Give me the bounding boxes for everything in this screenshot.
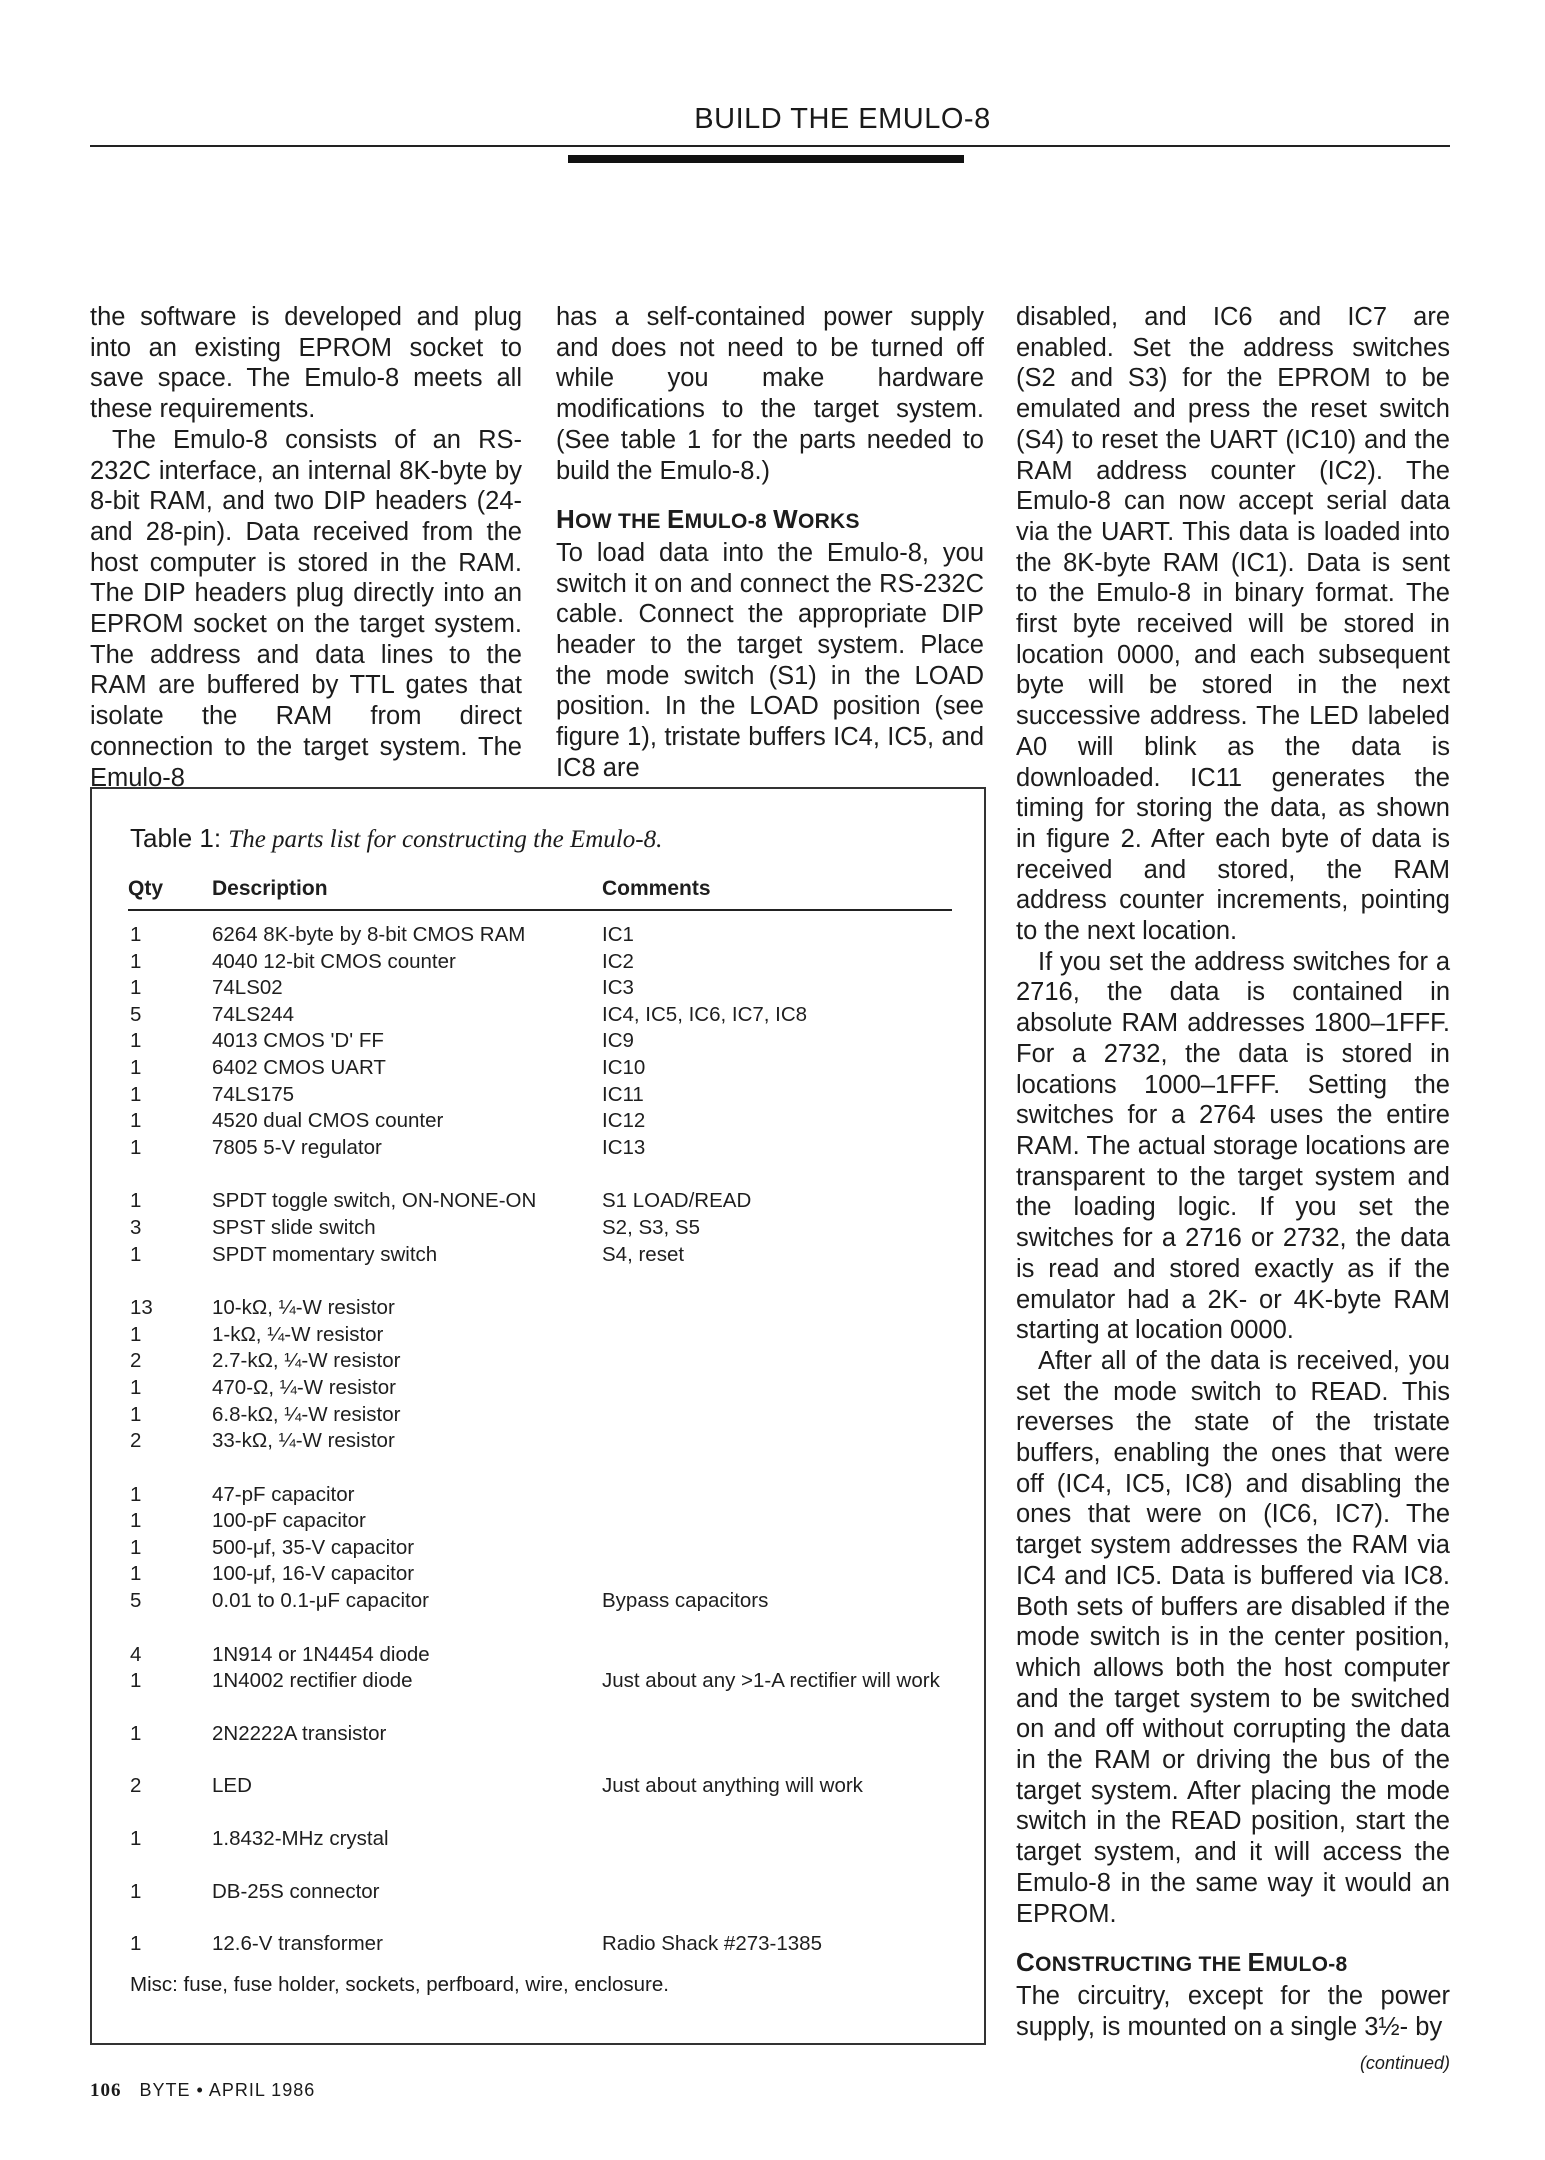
- cell-description: 100-pF capacitor: [212, 1509, 366, 1533]
- cell-qty: 1: [130, 1322, 142, 1346]
- header-rule: [90, 145, 1450, 147]
- text-column-3: [1016, 302, 1450, 2079]
- continued-note: (continued): [1359, 2053, 1450, 2074]
- page-footer: [90, 2080, 315, 2102]
- table-row: [128, 1536, 952, 1563]
- cell-comments: IC10: [602, 1055, 646, 1079]
- cell-description: 7805 5-V regulator: [212, 1135, 382, 1159]
- table-caption: Table 1: The parts list for constructing the Emulo-8.: [130, 823, 663, 853]
- cell-qty: 1: [130, 1932, 142, 1956]
- cell-qty: 1: [130, 1562, 142, 1586]
- cell-description: 500-μf, 35-V capacitor: [212, 1535, 415, 1559]
- cell-qty: 1: [130, 1879, 142, 1903]
- table-row: [128, 1323, 952, 1350]
- cell-description: 100-μf, 16-V capacitor: [212, 1562, 415, 1586]
- cell-comments: [602, 1562, 952, 1589]
- cell-qty: 4: [130, 1642, 142, 1666]
- cell-description: 6402 CMOS UART: [212, 1055, 386, 1079]
- table-row: [128, 1029, 952, 1056]
- cell-qty: 1: [130, 1029, 142, 1053]
- cell-comments: [602, 1429, 952, 1456]
- col-header-comments: Comments: [602, 877, 952, 910]
- paragraph: has a self-contained power supply and does not need to be turned off while you make hardware modifications to the target system. (See table 1 for the parts needed to build the Emulo-8.): [556, 303, 984, 485]
- cell-description: 2.7-kΩ, ¼-W resistor: [212, 1349, 401, 1373]
- table-row: [128, 1083, 952, 1110]
- cell-qty: 1: [130, 1669, 142, 1693]
- section-heading-constructing: CONSTRUCTING THE EMULO-8: [1016, 1947, 1348, 1978]
- cell-comments: IC1: [602, 923, 634, 946]
- table-row: [128, 1456, 952, 1510]
- table-row: [128, 1349, 952, 1376]
- table-row: [128, 1562, 952, 1589]
- table-row: [128, 1854, 952, 1907]
- cell-description: 47-pF capacitor: [212, 1482, 355, 1506]
- cell-comments: [602, 1536, 952, 1563]
- cell-description: 74LS175: [212, 1082, 295, 1106]
- col-header-description: Description: [212, 877, 602, 910]
- table-row: [128, 1376, 952, 1403]
- cell-qty: 2: [130, 1774, 142, 1798]
- col-header-qty: Qty: [128, 877, 212, 910]
- cell-comments: IC13: [602, 1135, 646, 1159]
- parts-table-body: [128, 910, 952, 1959]
- table-row: [128, 950, 952, 977]
- cell-qty: 1: [130, 1535, 142, 1559]
- table-row: [128, 910, 952, 950]
- paragraph: the software is developed and plug into an existing EPROM socket to save space. The Emulo-8 meets all these requirements.: [90, 303, 522, 424]
- cell-description: 470-Ω, ¼-W resistor: [212, 1375, 396, 1399]
- table-row: [128, 1616, 952, 1670]
- running-header: BUILD THE EMULO-8: [694, 103, 991, 135]
- cell-qty: 1: [130, 1375, 142, 1399]
- cell-description: 4520 dual CMOS counter: [212, 1109, 444, 1133]
- text-column-1: [90, 302, 522, 793]
- table-row: [128, 1669, 952, 1696]
- cell-comments: IC3: [602, 976, 634, 1000]
- table-row: [128, 1589, 952, 1616]
- cell-description: 1-kΩ, ¼-W resistor: [212, 1322, 384, 1346]
- table-row: [128, 1003, 952, 1030]
- cell-description: 12.6-V transformer: [212, 1932, 383, 1956]
- table-row: [128, 976, 952, 1003]
- cell-qty: 1: [130, 923, 142, 946]
- cell-description: SPDT toggle switch, ON-NONE-ON: [212, 1189, 537, 1213]
- cell-qty: 1: [130, 949, 142, 973]
- cell-comments: [602, 1509, 952, 1536]
- cell-description: 74LS02: [212, 976, 283, 1000]
- table-row: [128, 1429, 952, 1456]
- table-row: [128, 1696, 952, 1749]
- paragraph: To load data into the Emulo-8, you switch it on and connect the RS-232C cable. Connect the appropriate DIP header to the target system. Place the mode switch (S1) in the LOAD position. In the LOAD position (see figure 1), tristate buffers IC4, IC5, and IC8 are: [556, 538, 984, 782]
- magazine-issue: BYTE • APRIL 1986: [139, 2080, 316, 2100]
- cell-comments: IC9: [602, 1029, 634, 1053]
- table-row: [128, 1136, 952, 1163]
- text-column-2: [556, 302, 984, 784]
- cell-comments: [602, 1456, 952, 1510]
- cell-description: 6.8-kΩ, ¼-W resistor: [212, 1402, 401, 1426]
- cell-comments: IC12: [602, 1109, 646, 1133]
- cell-qty: 1: [130, 1509, 142, 1533]
- cell-comments: [602, 1376, 952, 1403]
- cell-comments: IC2: [602, 949, 634, 973]
- table-row: [128, 1801, 952, 1854]
- cell-description: 4040 12-bit CMOS counter: [212, 949, 456, 973]
- cell-description: 33-kΩ, ¼-W resistor: [212, 1429, 395, 1453]
- cell-comments: [602, 1616, 952, 1670]
- cell-comments: S1 LOAD/READ: [602, 1189, 752, 1213]
- paragraph: The Emulo-8 consists of an RS-232C interface, an internal 8K-byte by 8-bit RAM, and two DIP headers (24- and 28-pin). Data received from the host computer is stored in the RAM. The DIP headers plug directly into an EPROM socket on the target system. The address and data lines to the RAM are buffered by TTL gates that isolate the RAM from direct connection to the target system. The Emulo-8: [90, 425, 522, 792]
- section-heading-how-it-works: HOW THE EMULO-8 WORKS: [556, 504, 860, 535]
- cell-qty: 2: [130, 1349, 142, 1373]
- cell-qty: 2: [130, 1429, 142, 1453]
- cell-comments: S2, S3, S5: [602, 1215, 701, 1239]
- cell-qty: 1: [130, 1055, 142, 1079]
- misc-parts-note: Misc: fuse, fuse holder, sockets, perfboard, wire, enclosure.: [130, 1973, 669, 1996]
- cell-qty: 13: [130, 1296, 153, 1320]
- page-number: 106: [90, 2080, 122, 2101]
- table-row: [128, 1056, 952, 1083]
- cell-comments: [602, 1801, 952, 1854]
- cell-comments: [602, 1269, 952, 1323]
- cell-comments: IC4, IC5, IC6, IC7, IC8: [602, 1002, 808, 1026]
- table-row: [128, 1906, 952, 1959]
- cell-qty: 1: [130, 1482, 142, 1506]
- cell-description: 4013 CMOS 'D' FF: [212, 1029, 384, 1053]
- parts-table-box: [90, 787, 986, 2045]
- paragraph: disabled, and IC6 and IC7 are enabled. Set the address switches (S2 and S3) for the EPROM to be emulated and press the reset switch (S4) to reset the UART (IC10) and the RAM address counter (IC2). The Emulo-8 can now accept serial data via the UART. This data is loaded into the 8K-byte RAM (IC1). Data is sent to the Emulo-8 in binary format. The first byte received will be stored in location 0000, and each subsequent byte will be stored in the next successive address. The LED labeled A0 will blink as the data is downloaded. IC11 generates the timing for storing the data, as shown in figure 2. After each byte of data is received and stored, the RAM address counter increments, pointing to the next location.: [1016, 303, 1450, 946]
- cell-qty: 1: [130, 1109, 142, 1133]
- cell-comments: Radio Shack #273-1385: [602, 1932, 822, 1956]
- table-row: [128, 1109, 952, 1136]
- cell-qty: 3: [130, 1215, 142, 1239]
- cell-description: SPST slide switch: [212, 1215, 376, 1239]
- cell-qty: 1: [130, 1189, 142, 1213]
- table-row: [128, 1162, 952, 1216]
- cell-qty: 1: [130, 1135, 142, 1159]
- cell-description: LED: [212, 1774, 252, 1798]
- cell-comments: IC11: [602, 1082, 644, 1106]
- table-row: [128, 1403, 952, 1430]
- table-row: [128, 1748, 952, 1801]
- cell-comments: Bypass capacitors: [602, 1589, 769, 1613]
- table-row: [128, 1216, 952, 1243]
- cell-comments: [602, 1854, 952, 1907]
- cell-qty: 1: [130, 1402, 142, 1426]
- cell-description: 1N914 or 1N4454 diode: [212, 1642, 430, 1666]
- cell-description: 6264 8K-byte by 8-bit CMOS RAM: [212, 923, 526, 946]
- table-row: [128, 1509, 952, 1536]
- cell-qty: 1: [130, 976, 142, 1000]
- cell-qty: 5: [130, 1589, 142, 1613]
- cell-description: 10-kΩ, ¼-W resistor: [212, 1296, 395, 1320]
- cell-comments: S4, reset: [602, 1242, 685, 1266]
- paragraph: The circuitry, except for the power supply, is mounted on a single 3½- by: [1016, 1981, 1450, 2041]
- cell-comments: [602, 1403, 952, 1430]
- cell-description: DB-25S connector: [212, 1879, 380, 1903]
- cell-comments: Just about any >1-A rectifier will work: [602, 1669, 940, 1693]
- cell-description: 1N4002 rectifier diode: [212, 1669, 413, 1693]
- table-row: [128, 1269, 952, 1323]
- cell-description: 0.01 to 0.1-μF capacitor: [212, 1589, 429, 1613]
- cell-comments: [602, 1323, 952, 1350]
- paragraph: After all of the data is received, you set the mode switch to READ. This reverses the state of the tristate buffers, enabling the ones that were off (IC4, IC5, IC8) and disabling the ones that were on (IC6, IC7). The target system addresses the RAM via IC4 and IC5. Data is buffered via IC8. Both sets of buffers are disabled if the mode switch is in the center position, which allows both the host computer and the target system to be switched on and off without corrupting the data in the RAM or driving the bus of the target system. After placing the mode switch in the READ position, start the target system, and it will access the Emulo-8 in the same way it would an EPROM.: [1016, 1346, 1450, 1928]
- cell-description: 1.8432-MHz crystal: [212, 1827, 389, 1851]
- cell-description: SPDT momentary switch: [212, 1242, 438, 1266]
- cell-comments: [602, 1696, 952, 1749]
- cell-qty: 1: [130, 1827, 142, 1851]
- parts-table: [128, 877, 952, 1959]
- table-row: [128, 1243, 952, 1270]
- cell-qty: 1: [130, 1082, 142, 1106]
- cell-comments: Just about anything will work: [602, 1774, 863, 1798]
- cell-comments: [602, 1349, 952, 1376]
- header-bar: [568, 155, 964, 163]
- cell-description: 2N2222A transistor: [212, 1721, 387, 1745]
- cell-qty: 1: [130, 1242, 142, 1266]
- cell-qty: 5: [130, 1002, 142, 1026]
- cell-description: 74LS244: [212, 1002, 295, 1026]
- paragraph: If you set the address switches for a 2716, the data is contained in absolute RAM addresses 1800–1FFF. For a 2732, the data is stored in locations 1000–1FFF. Setting the switches for a 2764 uses the entire RAM. The actual storage locations are transparent to the target system and the loading logic. If you set the switches for a 2716 or 2732, the data is read and stored exactly as if the emulator had a 2K- or 4K-byte RAM starting at location 0000.: [1016, 947, 1450, 1345]
- cell-qty: 1: [130, 1721, 142, 1745]
